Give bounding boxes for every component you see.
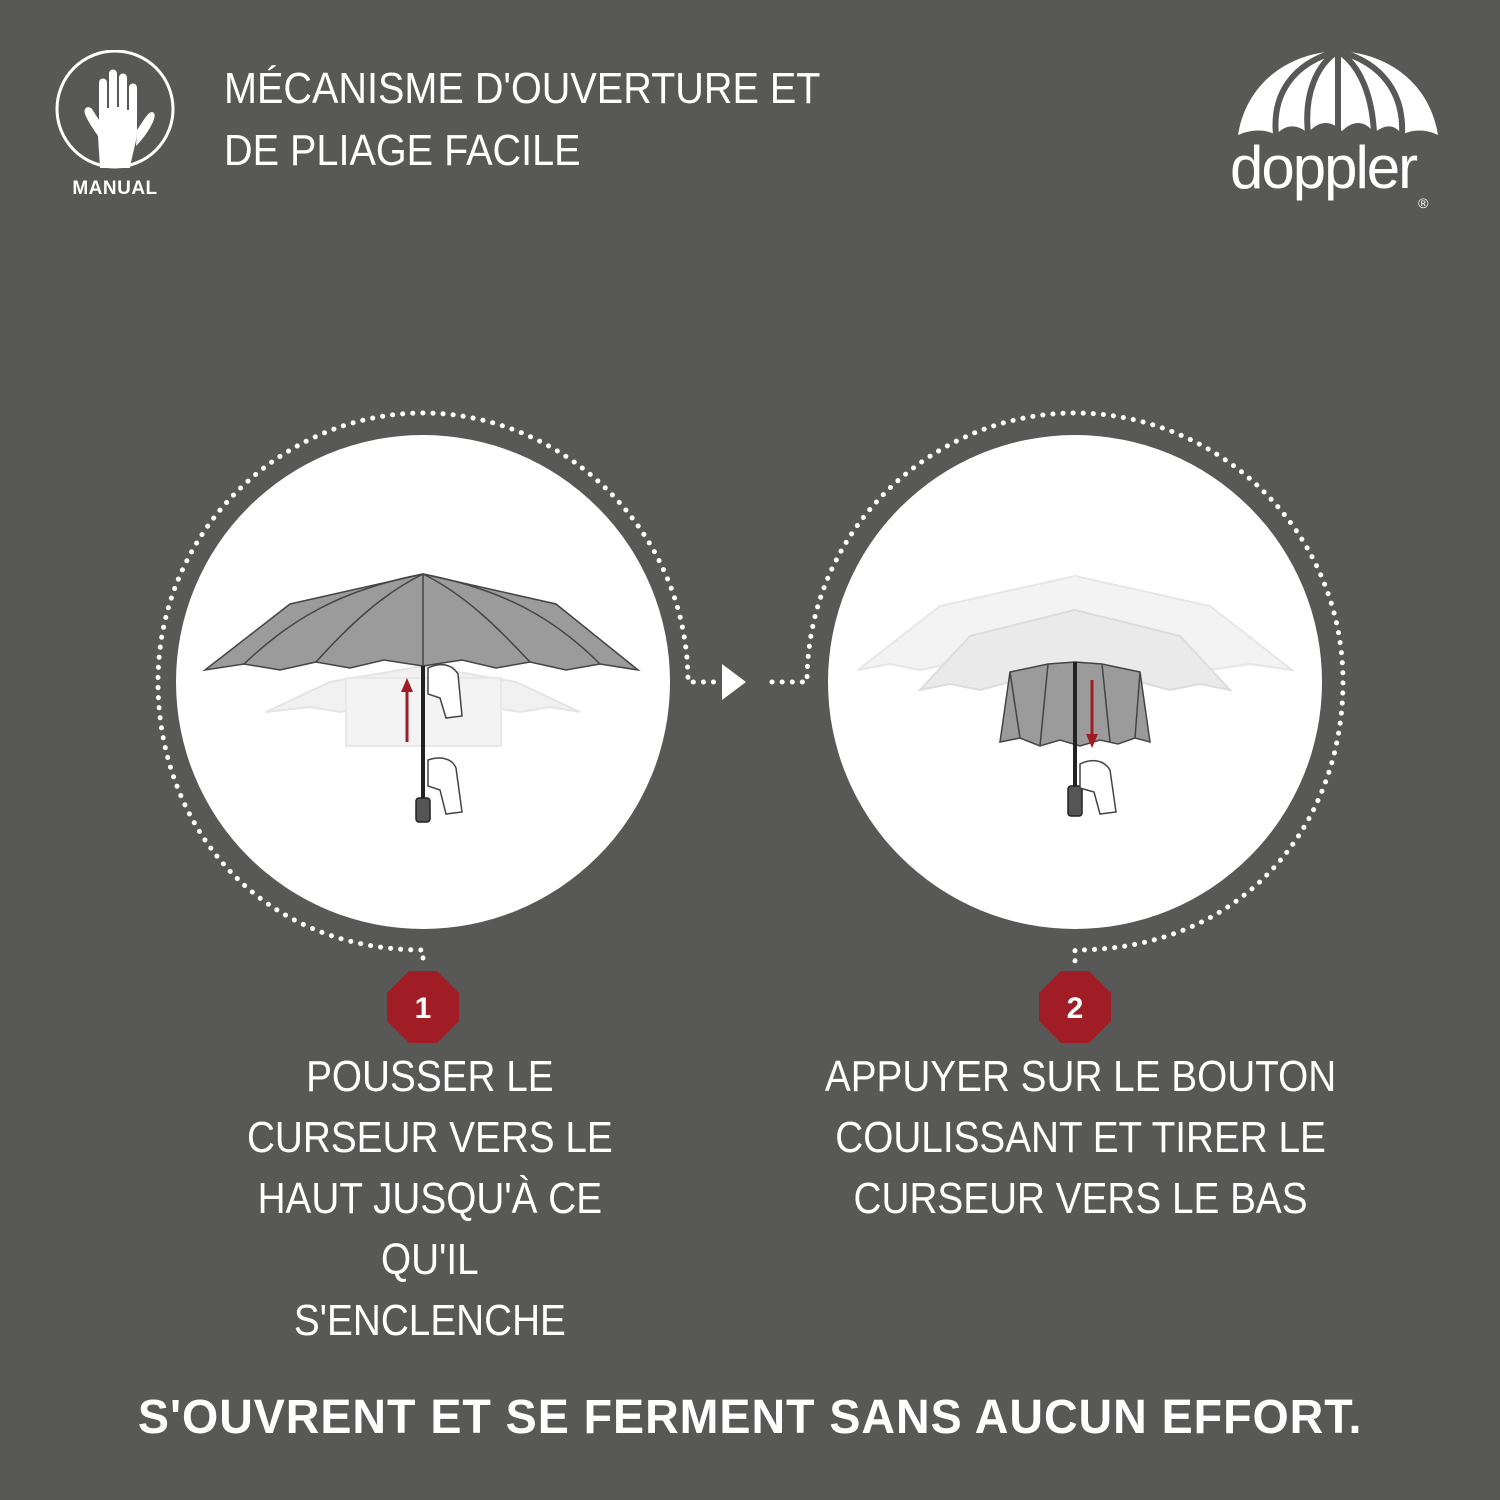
step1-line: HAUT JUSQU'À CE xyxy=(257,1174,603,1223)
step2-number-badge xyxy=(1039,971,1111,1043)
step2-line: COULISSANT ET TIRER LE xyxy=(835,1113,1326,1162)
step2-handle xyxy=(1068,786,1082,816)
brand-name: doppler xyxy=(1230,134,1417,201)
step2-line: APPUYER SUR LE BOUTON xyxy=(824,1052,1337,1101)
step1-number-badge xyxy=(387,971,459,1043)
footer-text: S'OUVRENT ET SE FERMENT SANS AUCUN EFFORT. xyxy=(137,1391,1363,1444)
step1-line: QU'IL xyxy=(381,1235,479,1284)
title-line-1: MÉCANISME D'OUVERTURE ET xyxy=(224,64,821,113)
step1-line: S'ENCLENCHE xyxy=(293,1296,567,1345)
step1-line: CURSEUR VERS LE xyxy=(247,1113,613,1162)
step2-illustration xyxy=(828,435,1322,929)
arrow-right-icon xyxy=(722,664,746,700)
title-line-2: DE PLIAGE FACILE xyxy=(224,126,581,175)
step1-number: 1 xyxy=(414,992,432,1025)
step2-line: CURSEUR VERS LE BAS xyxy=(853,1174,1308,1223)
manual-label: MANUAL xyxy=(72,178,158,199)
step1-illustration xyxy=(176,435,670,929)
step1-handle xyxy=(416,798,430,822)
registered-mark: ® xyxy=(1418,195,1427,211)
step1-line: POUSSER LE xyxy=(306,1052,554,1101)
footer-tagline xyxy=(0,1390,1500,1445)
step2-instructions xyxy=(790,1046,1350,1229)
step2-number: 2 xyxy=(1066,992,1084,1025)
step1-instructions xyxy=(200,1046,660,1351)
